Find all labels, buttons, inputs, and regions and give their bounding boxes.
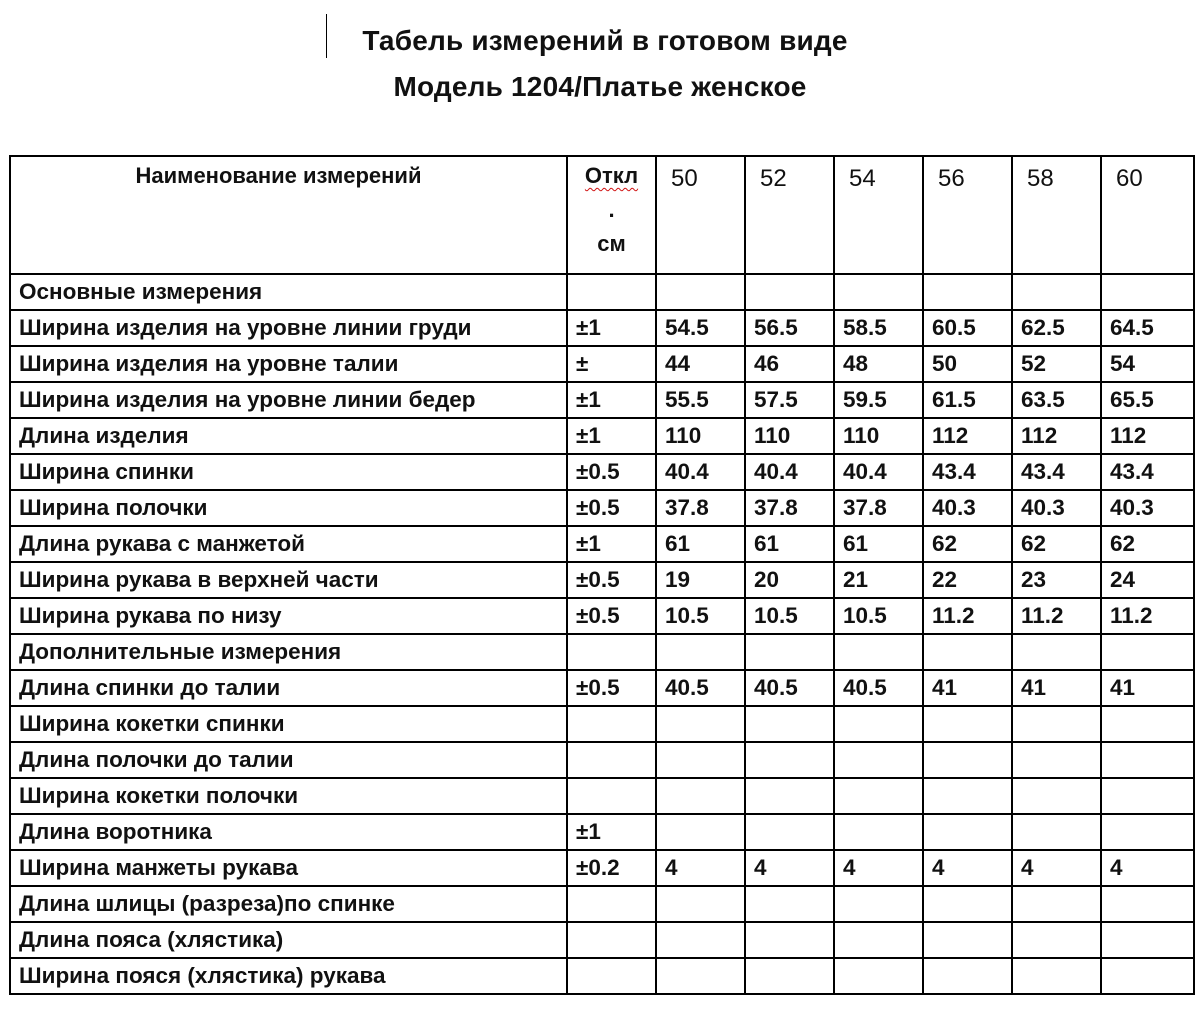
size-value-cell [834, 886, 923, 922]
size-value-cell: 23 [1012, 562, 1101, 598]
size-value-cell: 4 [923, 850, 1012, 886]
size-value-cell: 62 [923, 526, 1012, 562]
size-value-cell [834, 634, 923, 670]
size-value-cell [834, 814, 923, 850]
size-value-cell: 60.5 [923, 310, 1012, 346]
measurement-name-cell: Длина воротника [10, 814, 567, 850]
table-row [10, 634, 1194, 670]
size-value-cell: 43.4 [923, 454, 1012, 490]
size-value-cell [834, 274, 923, 310]
measurement-name-cell: Ширина изделия на уровне талии [10, 346, 567, 382]
size-value-cell [834, 742, 923, 778]
size-value-cell: 40.3 [1012, 490, 1101, 526]
size-value-cell: 40.3 [1101, 490, 1194, 526]
size-value-cell [923, 814, 1012, 850]
size-value-cell [834, 958, 923, 994]
tolerance-cell [567, 634, 656, 670]
tolerance-cell [567, 706, 656, 742]
size-value-cell: 37.8 [834, 490, 923, 526]
table-row [10, 346, 1194, 382]
size-value-cell: 61 [745, 526, 834, 562]
size-value-cell: 62 [1101, 526, 1194, 562]
size-value-cell [1012, 634, 1101, 670]
measurement-name-cell: Ширина изделия на уровне линии бедер [10, 382, 567, 418]
document-title: Табель измерений в готовом виде [362, 25, 848, 56]
tolerance-header-line: . [608, 197, 615, 222]
size-value-cell: 54.5 [656, 310, 745, 346]
size-value-cell: 24 [1101, 562, 1194, 598]
size-value-cell: 112 [1101, 418, 1194, 454]
size-value-cell: 62 [1012, 526, 1101, 562]
table-row [10, 922, 1194, 958]
tolerance-cell [567, 742, 656, 778]
size-value-cell: 112 [923, 418, 1012, 454]
size-value-cell: 40.4 [834, 454, 923, 490]
tolerance-cell: ±0.5 [567, 598, 656, 634]
measurement-name-cell: Ширина рукава по низу [10, 598, 567, 634]
size-value-cell: 10.5 [656, 598, 745, 634]
size-value-cell: 59.5 [834, 382, 923, 418]
measurements-table [9, 155, 1195, 995]
table-row [10, 814, 1194, 850]
size-value-cell: 110 [834, 418, 923, 454]
size-value-cell: 4 [745, 850, 834, 886]
measurement-name-cell: Ширина манжеты рукава [10, 850, 567, 886]
tolerance-cell: ±1 [567, 526, 656, 562]
measurement-name-cell: Ширина рукава в верхней части [10, 562, 567, 598]
measurement-name-cell: Длина шлицы (разреза)по спинке [10, 886, 567, 922]
table-row [10, 526, 1194, 562]
size-value-cell [656, 886, 745, 922]
size-value-cell [745, 706, 834, 742]
size-value-cell: 37.8 [656, 490, 745, 526]
tolerance-header-line: см [597, 231, 626, 256]
size-value-cell [923, 706, 1012, 742]
size-value-cell [745, 274, 834, 310]
header-row [10, 156, 1194, 274]
size-value-cell: 56.5 [745, 310, 834, 346]
size-value-cell: 10.5 [834, 598, 923, 634]
size-value-cell: 41 [923, 670, 1012, 706]
tolerance-cell [567, 274, 656, 310]
size-value-cell [1012, 814, 1101, 850]
tolerance-cell: ±0.5 [567, 670, 656, 706]
size-value-cell: 11.2 [1012, 598, 1101, 634]
size-value-cell [656, 706, 745, 742]
size-value-cell: 11.2 [1101, 598, 1194, 634]
size-value-cell: 43.4 [1101, 454, 1194, 490]
size-value-cell [1012, 922, 1101, 958]
measurement-name-cell: Ширина изделия на уровне линии груди [10, 310, 567, 346]
table-row [10, 706, 1194, 742]
size-value-cell: 40.5 [656, 670, 745, 706]
size-value-cell: 65.5 [1101, 382, 1194, 418]
table-row [10, 310, 1194, 346]
size-value-cell [1101, 886, 1194, 922]
measurement-name-cell: Ширина пояся (хлястика) рукава [10, 958, 567, 994]
size-value-cell: 19 [656, 562, 745, 598]
table-row [10, 598, 1194, 634]
size-value-cell: 110 [656, 418, 745, 454]
size-value-cell: 22 [923, 562, 1012, 598]
column-header-size: 52 [745, 156, 834, 274]
measurement-name-cell: Длина спинки до талии [10, 670, 567, 706]
size-value-cell [745, 958, 834, 994]
table-row [10, 886, 1194, 922]
column-header-size: 50 [656, 156, 745, 274]
size-value-cell [745, 814, 834, 850]
size-value-cell [1012, 778, 1101, 814]
size-value-cell: 40.5 [745, 670, 834, 706]
size-value-cell: 48 [834, 346, 923, 382]
tolerance-cell: ±1 [567, 310, 656, 346]
size-value-cell [923, 742, 1012, 778]
size-value-cell [656, 922, 745, 958]
size-value-cell: 61 [834, 526, 923, 562]
column-header-size: 60 [1101, 156, 1194, 274]
size-value-cell [923, 958, 1012, 994]
document-subtitle: Модель 1204/Платье женское [393, 71, 807, 102]
measurement-name-cell: Ширина кокетки спинки [10, 706, 567, 742]
size-value-cell [1012, 958, 1101, 994]
size-value-cell: 40.4 [656, 454, 745, 490]
size-value-cell [1101, 706, 1194, 742]
size-value-cell [1101, 634, 1194, 670]
size-value-cell: 61.5 [923, 382, 1012, 418]
tolerance-cell: ±1 [567, 418, 656, 454]
table-row [10, 274, 1194, 310]
size-value-cell: 55.5 [656, 382, 745, 418]
size-value-cell [656, 742, 745, 778]
size-value-cell [1101, 958, 1194, 994]
size-value-cell: 54 [1101, 346, 1194, 382]
column-header-name: Наименование измерений [10, 156, 567, 274]
size-value-cell [656, 274, 745, 310]
size-value-cell [745, 634, 834, 670]
size-value-cell: 41 [1101, 670, 1194, 706]
tolerance-cell: ± [567, 346, 656, 382]
table-body [10, 156, 1194, 994]
size-value-cell [923, 778, 1012, 814]
size-value-cell: 21 [834, 562, 923, 598]
size-value-cell [1012, 274, 1101, 310]
size-value-cell: 57.5 [745, 382, 834, 418]
size-value-cell [745, 778, 834, 814]
size-value-cell [1101, 742, 1194, 778]
size-value-cell [923, 922, 1012, 958]
size-value-cell: 11.2 [923, 598, 1012, 634]
size-value-cell [1101, 922, 1194, 958]
size-value-cell: 62.5 [1012, 310, 1101, 346]
size-value-cell: 43.4 [1012, 454, 1101, 490]
size-value-cell [656, 778, 745, 814]
tolerance-header-line: Откл [584, 163, 639, 188]
size-value-cell [834, 706, 923, 742]
size-value-cell: 10.5 [745, 598, 834, 634]
measurement-name-cell: Дополнительные измерения [10, 634, 567, 670]
table-row [10, 850, 1194, 886]
size-value-cell [1012, 742, 1101, 778]
size-value-cell: 40.4 [745, 454, 834, 490]
measurement-name-cell: Ширина кокетки полочки [10, 778, 567, 814]
size-value-cell [923, 886, 1012, 922]
size-value-cell [1012, 886, 1101, 922]
table-row [10, 958, 1194, 994]
size-value-cell: 4 [834, 850, 923, 886]
tolerance-cell [567, 778, 656, 814]
size-value-cell [923, 634, 1012, 670]
size-value-cell [656, 814, 745, 850]
size-value-cell: 46 [745, 346, 834, 382]
tolerance-cell [567, 922, 656, 958]
tolerance-cell: ±0.5 [567, 562, 656, 598]
measurement-name-cell: Длина полочки до талии [10, 742, 567, 778]
table-row [10, 778, 1194, 814]
size-value-cell: 63.5 [1012, 382, 1101, 418]
size-value-cell [656, 634, 745, 670]
size-value-cell: 61 [656, 526, 745, 562]
size-value-cell [1101, 814, 1194, 850]
size-value-cell [656, 958, 745, 994]
size-value-cell: 4 [1012, 850, 1101, 886]
size-value-cell: 40.3 [923, 490, 1012, 526]
size-value-cell: 112 [1012, 418, 1101, 454]
column-header-size: 54 [834, 156, 923, 274]
column-header-tolerance [567, 156, 656, 274]
tolerance-cell: ±0.5 [567, 454, 656, 490]
size-value-cell [1101, 274, 1194, 310]
size-value-cell: 44 [656, 346, 745, 382]
tolerance-cell: ±1 [567, 814, 656, 850]
size-value-cell [745, 742, 834, 778]
tolerance-cell: ±0.2 [567, 850, 656, 886]
table-row [10, 490, 1194, 526]
table-row [10, 454, 1194, 490]
measurement-name-cell: Основные измерения [10, 274, 567, 310]
size-value-cell [745, 886, 834, 922]
size-value-cell: 110 [745, 418, 834, 454]
document-titles [0, 18, 1200, 110]
size-value-cell: 64.5 [1101, 310, 1194, 346]
column-header-size: 58 [1012, 156, 1101, 274]
size-value-cell: 20 [745, 562, 834, 598]
size-value-cell [834, 778, 923, 814]
column-header-size: 56 [923, 156, 1012, 274]
measurement-name-cell: Длина изделия [10, 418, 567, 454]
size-value-cell [923, 274, 1012, 310]
table-row [10, 382, 1194, 418]
size-value-cell [1101, 778, 1194, 814]
measurement-name-cell: Длина пояса (хлястика) [10, 922, 567, 958]
size-value-cell [834, 922, 923, 958]
table-row [10, 742, 1194, 778]
table-row [10, 670, 1194, 706]
tolerance-cell [567, 886, 656, 922]
tolerance-cell [567, 958, 656, 994]
size-value-cell [745, 922, 834, 958]
size-value-cell: 50 [923, 346, 1012, 382]
size-value-cell: 37.8 [745, 490, 834, 526]
table-row [10, 562, 1194, 598]
tolerance-cell: ±0.5 [567, 490, 656, 526]
size-value-cell: 40.5 [834, 670, 923, 706]
size-value-cell: 58.5 [834, 310, 923, 346]
size-value-cell: 52 [1012, 346, 1101, 382]
measurement-name-cell: Длина рукава с манжетой [10, 526, 567, 562]
measurement-name-cell: Ширина полочки [10, 490, 567, 526]
size-value-cell: 4 [1101, 850, 1194, 886]
size-value-cell: 41 [1012, 670, 1101, 706]
table-row [10, 418, 1194, 454]
size-value-cell: 4 [656, 850, 745, 886]
size-value-cell [1012, 706, 1101, 742]
measurement-name-cell: Ширина спинки [10, 454, 567, 490]
tolerance-cell: ±1 [567, 382, 656, 418]
